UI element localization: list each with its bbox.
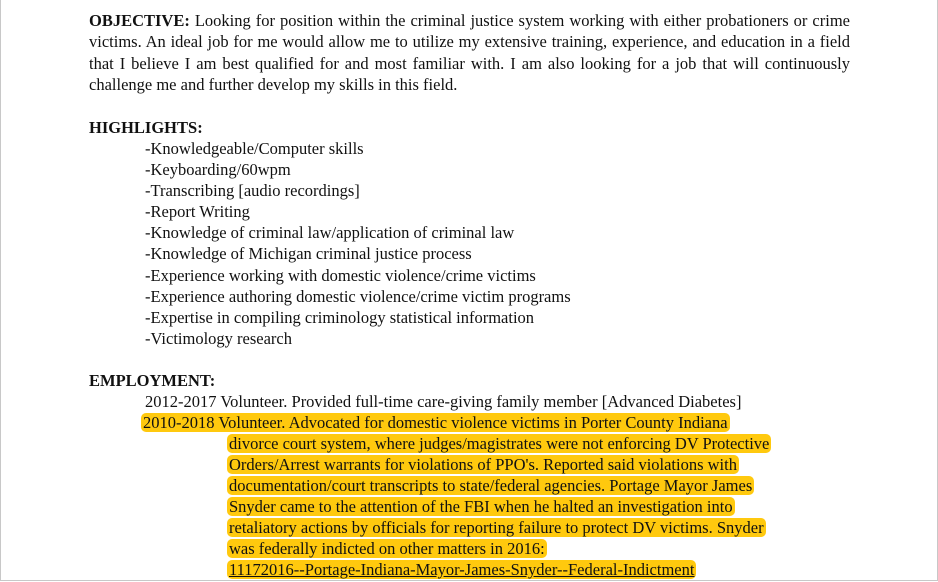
objective-text: Looking for position within the criminal justice system working with either probationers or crime victims. An ideal job for me would allow me to utilize my extensive training, experience, and education in a field that I believe I am best qualified for and most familiar with. I am also looking for a job that will continuously challenge me and further develop my skills in this field.: [89, 11, 850, 94]
highlight-item: -Experience authoring domestic violence/crime victim programs: [145, 286, 571, 306]
highlight-item: -Expertise in compiling criminology statistical information: [145, 307, 535, 327]
employment-heading: EMPLOYMENT:: [89, 371, 216, 390]
employment-text-line: divorce court system, where judges/magistrates were not enforcing DV Protective: [229, 434, 770, 453]
employment-description: Volunteer. Advocated for domestic violence victims in Porter County Indiana: [214, 413, 728, 432]
employment-text-line: documentation/court transcripts to state/federal agencies. Portage Mayor James: [229, 476, 753, 495]
objective-paragraph: [89, 10, 850, 95]
employment-text-line: Orders/Arrest warrants for violations of PPO's. Reported said violations with: [229, 455, 737, 474]
highlight-item: -Experience working with domestic violence/crime victims: [145, 265, 536, 285]
employment-text-line: retaliatory actions by officials for reporting failure to protect DV victims. Snyder: [229, 518, 764, 537]
highlight-item: -Report Writing: [145, 202, 250, 222]
highlight-item: -Keyboarding/60wpm: [145, 160, 291, 180]
employment-entry-highlighted: [141, 412, 730, 433]
employment-text-line: was federally indicted on other matters in 2016:: [229, 539, 545, 558]
employment-text-line: Snyder came to the attention of the FBI when he halted an investigation into: [229, 497, 733, 516]
highlight-item: -Victimology research: [145, 328, 292, 348]
highlight-item: -Knowledge of criminal law/application of criminal law: [145, 223, 515, 243]
highlight-item: -Knowledgeable/Computer skills: [145, 139, 364, 158]
employment-description: Volunteer. Provided full-time care-giving family member [Advanced Diabetes]: [216, 392, 742, 411]
employment-entry: [145, 391, 741, 412]
highlight-item: -Knowledge of Michigan criminal justice process: [145, 244, 472, 264]
highlights-heading: HIGHLIGHTS:: [89, 118, 203, 137]
objective-heading: OBJECTIVE:: [89, 11, 190, 30]
employment-years: 2012-2017: [145, 392, 217, 411]
employment-continuation: [227, 433, 771, 580]
highlights-list: [145, 138, 571, 349]
indictment-link[interactable]: 11172016--Portage-Indiana-Mayor-James-Snyder--Federal-Indictment: [229, 560, 695, 579]
employment-years: 2010-2018: [143, 413, 215, 432]
highlight-item: -Transcribing [audio recordings]: [145, 181, 360, 201]
